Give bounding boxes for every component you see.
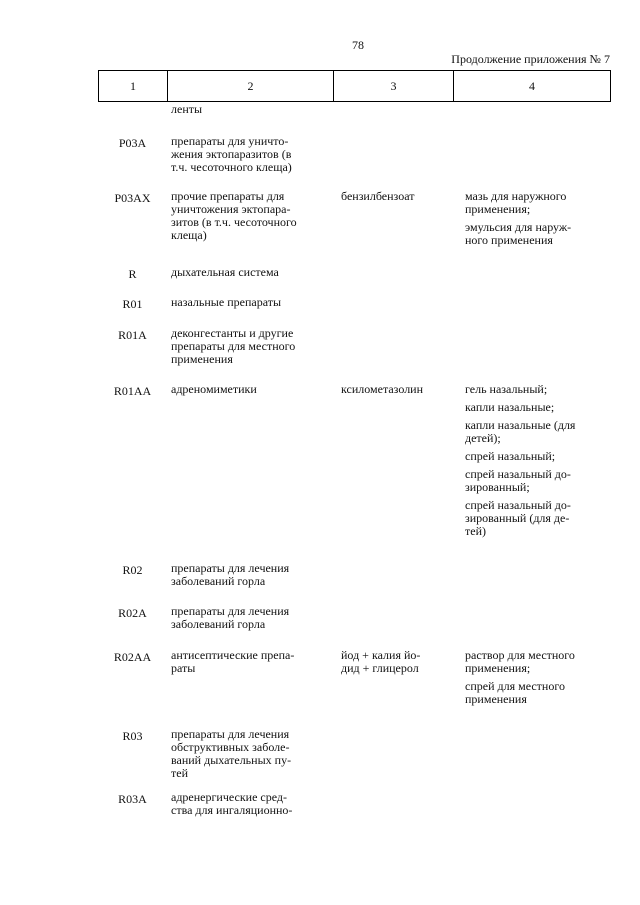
- dosage-forms: [461, 562, 610, 588]
- medicinal-substance: [337, 562, 461, 588]
- medicinal-substance: [337, 103, 461, 116]
- medicinal-substance: [337, 135, 461, 174]
- dosage-form: капли назальные (для детей);: [465, 418, 576, 445]
- dosage-form: эмульсия для наруж- ного применения: [465, 220, 572, 247]
- medicinal-substance: [337, 266, 461, 281]
- dosage-forms: [461, 190, 610, 247]
- dosage-form: спрей для местного применения: [465, 679, 565, 706]
- dosage-forms: [461, 103, 610, 116]
- table-row: [98, 605, 610, 631]
- anatomical-therapeutic-group: назальные препараты: [171, 295, 282, 309]
- anatomical-therapeutic-group: ленты: [171, 102, 203, 116]
- atc-code: [98, 105, 167, 116]
- atc-code: R02AA: [113, 650, 152, 664]
- atc-code: R03: [122, 729, 143, 743]
- column-header-table: [98, 70, 611, 102]
- table-row: [98, 190, 610, 247]
- dosage-forms: [461, 327, 610, 366]
- anatomical-therapeutic-group: препараты для лечения обструктивных заболе- ваний дыхательных пу- тей: [171, 727, 292, 780]
- dosage-forms: [461, 649, 610, 706]
- dosage-forms: [461, 296, 610, 311]
- anatomical-therapeutic-group: дыхательная система: [171, 265, 279, 279]
- medicinal-substance: бензилбензоат: [341, 189, 415, 203]
- column-header-4: 4: [454, 71, 611, 102]
- medicinal-substance: [337, 791, 461, 817]
- dosage-form: спрей назальный до- зированный (для де- тей): [465, 498, 571, 538]
- table-row: [98, 266, 610, 281]
- atc-code: R: [128, 267, 137, 281]
- table-row: [98, 103, 610, 116]
- table-row: [98, 327, 610, 366]
- medicinal-substance: [337, 605, 461, 631]
- atc-code: R01AA: [113, 384, 152, 398]
- table-row: [98, 791, 610, 817]
- dosage-forms: [461, 266, 610, 281]
- medicinal-substance: [337, 296, 461, 311]
- table-row: [98, 296, 610, 311]
- dosage-form: капли назальные;: [465, 400, 555, 414]
- anatomical-therapeutic-group: антисептические препа- раты: [171, 648, 295, 675]
- dosage-forms: [461, 383, 610, 538]
- appendix-label: Продолжение приложения № 7: [451, 52, 610, 66]
- dosage-forms: [461, 791, 610, 817]
- table-row: [98, 383, 610, 538]
- table-row: [98, 135, 610, 174]
- anatomical-therapeutic-group: деконгестанты и другие препараты для местного применения: [171, 326, 296, 366]
- atc-code: R02A: [118, 606, 147, 620]
- page-number: 78: [352, 38, 364, 52]
- table-row: [98, 649, 610, 706]
- table-row: [98, 562, 610, 588]
- anatomical-therapeutic-group: препараты для уничто- жения эктопаразитов (в т.ч. чесоточного клеща): [171, 134, 292, 174]
- table-row: [98, 728, 610, 780]
- anatomical-therapeutic-group: прочие препараты для уничтожения эктопара- зитов (в т.ч. чесоточного клеща): [171, 189, 297, 242]
- dosage-form: гель назальный;: [465, 382, 548, 396]
- atc-code: R03A: [118, 792, 147, 806]
- column-header-3: 3: [334, 71, 454, 102]
- dosage-forms: [461, 605, 610, 631]
- dosage-form: мазь для наружного применения;: [465, 189, 567, 216]
- column-header-1: 1: [99, 71, 168, 102]
- atc-code: R01A: [118, 328, 147, 342]
- medicinal-substance: [337, 728, 461, 780]
- medicinal-substance: ксилометазолин: [341, 382, 424, 396]
- dosage-forms: [461, 135, 610, 174]
- column-header-2: 2: [168, 71, 334, 102]
- atc-code: R02: [122, 563, 143, 577]
- anatomical-therapeutic-group: адреномиметики: [171, 382, 257, 396]
- dosage-form: спрей назальный;: [465, 449, 556, 463]
- atc-code: P03A: [118, 136, 147, 150]
- medicinal-substance: [337, 327, 461, 366]
- dosage-forms: [461, 728, 610, 780]
- dosage-form: раствор для местного применения;: [465, 648, 575, 675]
- anatomical-therapeutic-group: адренергические сред- ства для ингаляционно-: [171, 790, 293, 817]
- anatomical-therapeutic-group: препараты для лечения заболеваний горла: [171, 561, 290, 588]
- dosage-form: спрей назальный до- зированный;: [465, 467, 571, 494]
- atc-code: R01: [122, 297, 143, 311]
- atc-code: P03AX: [114, 191, 151, 205]
- table-body: [98, 103, 610, 863]
- anatomical-therapeutic-group: препараты для лечения заболеваний горла: [171, 604, 290, 631]
- medicinal-substance: йод + калия йо- дид + глицерол: [341, 648, 421, 675]
